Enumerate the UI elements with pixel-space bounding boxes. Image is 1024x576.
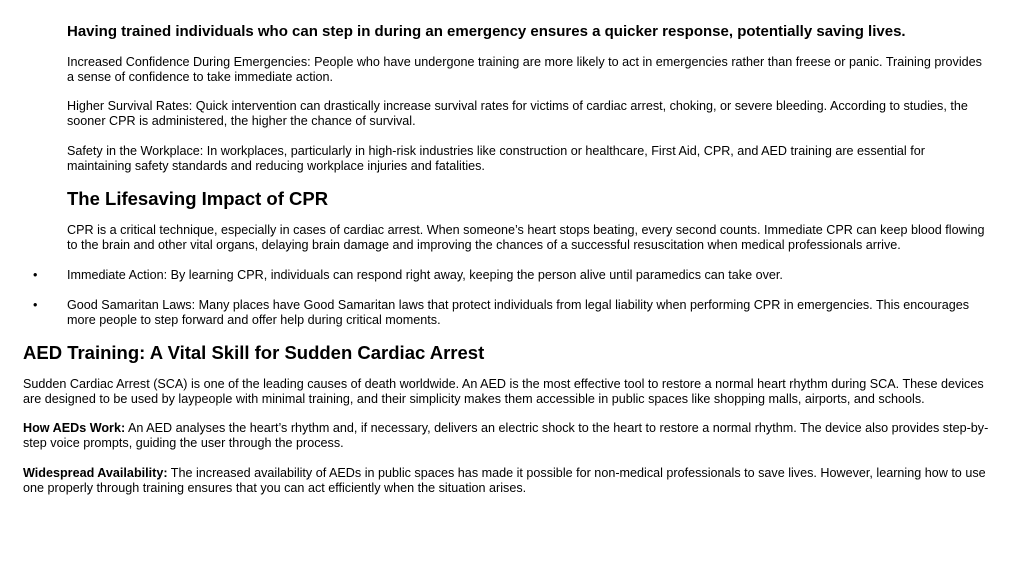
- point-confidence: Increased Confidence During Emergencies: People who have undergone training are more likely to act in emergencies rather than freese or panic. Training provides a sense of confidence to take immediate action.: [67, 55, 982, 84]
- bullet-marker: •: [33, 268, 38, 282]
- bullet-marker: •: [33, 298, 38, 312]
- aed-availability: [23, 466, 998, 496]
- aed-heading: AED Training: A Vital Skill for Sudden Cardiac Arrest: [23, 342, 485, 363]
- aed-avail-text: The increased availability of AEDs in public spaces has made it possible for non-medical professionals to save lives. However, learning how to use one properly through training ensures that you can act efficiently when the situation arises.: [23, 466, 986, 495]
- intro-lead-heading: Having trained individuals who can step in during an emergency ensures a quicker response, potentially saving lives.: [67, 23, 906, 40]
- aed-how-label: How AEDs Work:: [23, 421, 126, 435]
- cpr-body: CPR is a critical technique, especially in cases of cardiac arrest. When someone’s heart stops beating, every second counts. Immediate CPR can keep blood flowing to the brain and other vital organs, delaying brain damage and improving the chances of a successful resuscitation when medical professionals arrive.: [67, 223, 985, 252]
- cpr-bullet-good-samaritan: Good Samaritan Laws: Many places have Good Samaritan laws that protect individuals from legal liability when performing CPR in emergencies. This encourages more people to step forward and offer help during critical moments.: [67, 298, 970, 327]
- aed-how-text: An AED analyses the heart’s rhythm and, if necessary, delivers an electric shock to the heart to restore a normal rhythm. The device also provides step-by-step voice prompts, guiding the user through the process.: [23, 421, 989, 450]
- cpr-heading: The Lifesaving Impact of CPR: [67, 188, 329, 209]
- point-workplace: Safety in the Workplace: In workplaces, particularly in high-risk industries like construction or healthcare, First Aid, CPR, and AED training are essential for maintaining safety standards and reducing workplace injuries and fatalities.: [67, 144, 925, 173]
- point-survival: Higher Survival Rates: Quick intervention can drastically increase survival rates for victims of cardiac arrest, choking, or severe bleeding. According to studies, the sooner CPR is administered, the higher the chance of survival.: [67, 99, 968, 128]
- aed-avail-label: Widespread Availability:: [23, 466, 168, 480]
- aed-how-it-works: [23, 421, 998, 451]
- cpr-bullet-immediate-action: Immediate Action: By learning CPR, individuals can respond right away, keeping the person alive until paramedics can take over.: [67, 268, 783, 282]
- aed-body: Sudden Cardiac Arrest (SCA) is one of the leading causes of death worldwide. An AED is the most effective tool to restore a normal heart rhythm during SCA. These devices are designed to be used by laypeople with minimal training, and their simplicity makes them accessible in public spaces like shopping malls, airports, and schools.: [23, 377, 984, 406]
